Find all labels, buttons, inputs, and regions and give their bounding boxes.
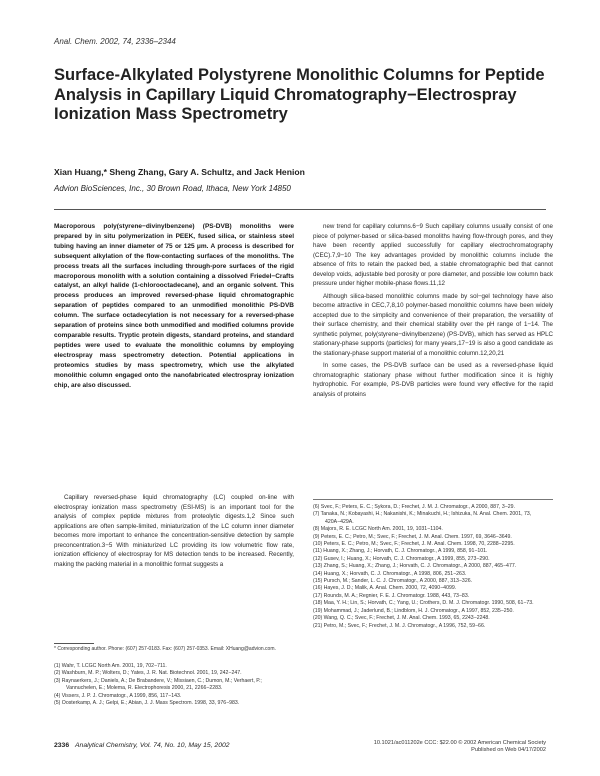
right-body-column <box>313 222 553 399</box>
body-paragraph: Although silica-based monolithic columns made by sol−gel technology have also become attractive in CEC,7,8,10 polymer-based monolithic columns have been widely accepted due to the simplicity and convenience of their preparation, the versatility of their surface chemistry, and their chemical stability over the pH range of 1−14. The synthetic polymer, poly(styrene−divinylbenzene) (PS-DVB), which has served as HPLC stationary-phase supports (particles) for many years,17−19 is also a good candidate as the stationary-phase support material of a monolithic column.12,20,21 <box>313 292 553 357</box>
reference-item: (15) Pursch, M.; Sander, L. C. J. Chromatogr., A 2000, 887, 313−326. <box>313 578 473 585</box>
reference-item: (6) Svec, F.; Peters, E. C.; Sykora, D.; Frechet, J. M. J. Chromatogr., A 2000, 887, 3−29. <box>313 504 515 510</box>
reference-item: (9) Peters, E. C.; Petro, M.; Svec, F.; Frechet, J. M. Anal. Chem. 1997, 69, 3646−3649. <box>313 533 512 540</box>
header-divider <box>54 209 546 210</box>
reference-item: (20) Wang, Q. C.; Svec, F.; Frechet, J. M. Anal. Chem. 1993, 65, 2243−2248. <box>313 615 490 622</box>
reference-item: (2) Washburn, M. P.; Wolters, D.; Yates, J. R. Nat. Biotechnol. 2001, 19, 242−247. <box>54 670 242 677</box>
abstract: Macroporous poly(styrene−divinylbenzene) (PS-DVB) monoliths were prepared by in situ polymerization in PEEK, fused silica, or stainless steel tubing having an inner diameter of 75 or 125 μm. A process is described for subsequent alkylation of the flow-contacting surfaces of the monoliths. The process treats all the surfaces including through-pore surfaces of the rigid macroporous monolith with a solution containing a dissolved Friedel−Crafts catalyst, an alkyl halide (1-chlorooctadecane), and an organic solvent. This process produces an improved reversed-phase liquid chromatographic separation of peptides compared to an unmodified monolithic PS-DVB column. The surface octadecylation is not necessary for a reversed-phase separation of proteins since both unmodified and modified columns provide comparable results. Tryptic protein digests, standard proteins, and standard peptides were used to evaluate the monolithic columns by employing electrospray mass spectrometry detection. Potential applications in proteomics studies by mass spectrometry, which use the alkylated monolithic column engaged onto the nanofabricated electrospray ionization chip, are also discussed. <box>54 223 294 389</box>
abstract-column <box>54 222 294 390</box>
body-paragraph: In some cases, the PS-DVB surface can be used as a reversed-phase liquid chromatographic stationary phase without further modification since it is highly hydrophobic. For example, PS-DVB particles were found very effective for the rapid analysis of proteins <box>313 362 553 398</box>
reference-item: (13) Zhang, S.; Huang, X.; Zhang, J.; Horvath, C. J. Chromatogr., A 2000, 887, 465−477. <box>313 563 517 570</box>
corresponding-author-footnote: * Corresponding author. Phone: (607) 257-0183. Fax: (607) 257-0353. Email: XHuang@advion.com. <box>54 646 276 652</box>
author-list: Xian Huang,* Sheng Zhang, Gary A. Schultz, and Jack Henion <box>54 167 305 177</box>
reference-item: (12) Gusev, I.; Huang, X.; Horvath, C. J. Chromatogr., A 1999, 855, 273−290. <box>313 555 490 562</box>
reference-item: (10) Peters, E. C.; Petro, M.; Svec, F.; Frechet, J. M. Anal. Chem. 1998, 70, 2288−2295. <box>313 541 515 548</box>
reference-item: (14) Huang, X.; Horvath, C. J. Chromatogr., A 1998, 806, 251−263. <box>313 570 467 577</box>
page-footer-right <box>300 740 546 755</box>
reference-item: (7) Tanaka, N.; Kobayashi, H.; Nakanishi, K.; Minakuchi, H.; Ishizuka, N. Anal. Chem. 2001, 73, 420A−429A. <box>313 511 532 525</box>
reference-item: (4) Vissers, J. P. J. Chromatogr., A 1999, 856, 117−143. <box>54 692 182 699</box>
reference-item: (8) Majors, R. E. LCGC North Am. 2001, 19, 1031−1104. <box>313 526 443 533</box>
reference-item: (18) Maa, Y. H.; Lin, S.; Horvath, C.; Yang, U.; Crothers, D. M. J. Chromatogr. 1990, 508, 61−73. <box>313 600 534 607</box>
author-affiliation: Advion BioSciences, Inc., 30 Brown Road, Ithaca, New York 14850 <box>54 184 291 193</box>
reference-list-right <box>313 504 553 630</box>
reference-item: (1) Wahr, T. LCGC North Am. 2001, 19, 702−711. <box>54 663 167 669</box>
page-footer-left <box>54 742 230 749</box>
body-paragraph: Capillary reversed-phase liquid chromatography (LC) coupled on-line with electrospray ionization mass spectrometry (ESI-MS) is an important tool for the analysis of complex peptide mixtures from proteolytic digests.1,2 Since such applications are often sample-limited, miniaturization of the LC column inner diameter becomes more important to enhance the concentration-sensitive detection by sample preconcentration.3−5 With miniaturized LC providing its low volumetric flow rate, ionization efficiency of electrospray for MS detection tends to be increased. Recently, making the packing material in a monolithic format suggests a <box>54 494 294 568</box>
journal-issue: Analytical Chemistry, Vol. 74, No. 10, May 15, 2002 <box>75 742 230 749</box>
references-divider <box>313 499 553 500</box>
reference-item: (3) Raynaerkers, J.; Daniels, A.; De Brabandere, V.; Missiaen, C.; Dumon, M.; Verhaert, P.; Vannuchelen, E.; Molema, R. Electrophoresis 2000, 21, 2266−2283. <box>54 677 262 692</box>
page-number: 2336 <box>54 742 70 749</box>
web-publication-date: Published on Web 04/17/2002 <box>471 747 546 754</box>
footnote-divider <box>54 643 94 644</box>
reference-item: (21) Petro, M.; Svec, F.; Frechet, J. M. J. Chromatogr., A 1996, 752, 59−66. <box>313 622 486 629</box>
reference-item: (11) Huang, X.; Zhang, J.; Horvath, C. J. Chromatogr., A 1999, 858, 91−101. <box>313 548 488 555</box>
article-title: Surface-Alkylated Polystyrene Monolithic Columns for Peptide Analysis in Capillary Liquid Chromatography−Electrospray Ionization Mass Spectrometry <box>54 66 545 123</box>
journal-reference: Anal. Chem. 2002, 74, 2336–2344 <box>54 37 176 46</box>
body-paragraph: new trend for capillary columns.6−9 Such capillary columns usually consist of one piece of polymer-based or silica-based monoliths having flow-through pores, and they have been recently applied successfully for capillary electrochromatography (CEC).7,9−10 The key advantages provided by monolithic columns include the absence of frits to retain the packed bed, a stable chromatographic bed that cannot develop voids, adjustable bed porosity or pore diameter, and possible low column back pressure under higher mobile-phase flows.11,12 <box>313 223 553 287</box>
reference-item: (16) Hayes, J. D.; Malik, A. Anal. Chem. 2000, 72, 4090−4099. <box>313 585 457 592</box>
reference-list-left <box>54 663 294 707</box>
reference-item: (19) Mohammad, J.; Jaderlund, B.; Lindblom, H. J. Chromatogr., A 1997, 852, 235−250. <box>313 607 514 614</box>
reference-item: (17) Rounds, M. A.; Regnier, F. E. J. Chromatogr. 1988, 443, 73−83. <box>313 592 470 599</box>
doi-copyright: 10.1021/ac011202e CCC: $22.00 © 2002 American Chemical Society <box>373 740 546 746</box>
reference-item: (5) Oosterkamp, A. J.; Gelpi, E.; Abian, J. J. Mass Spectrom. 1998, 33, 976−983. <box>54 700 240 707</box>
left-body-text <box>54 493 294 569</box>
